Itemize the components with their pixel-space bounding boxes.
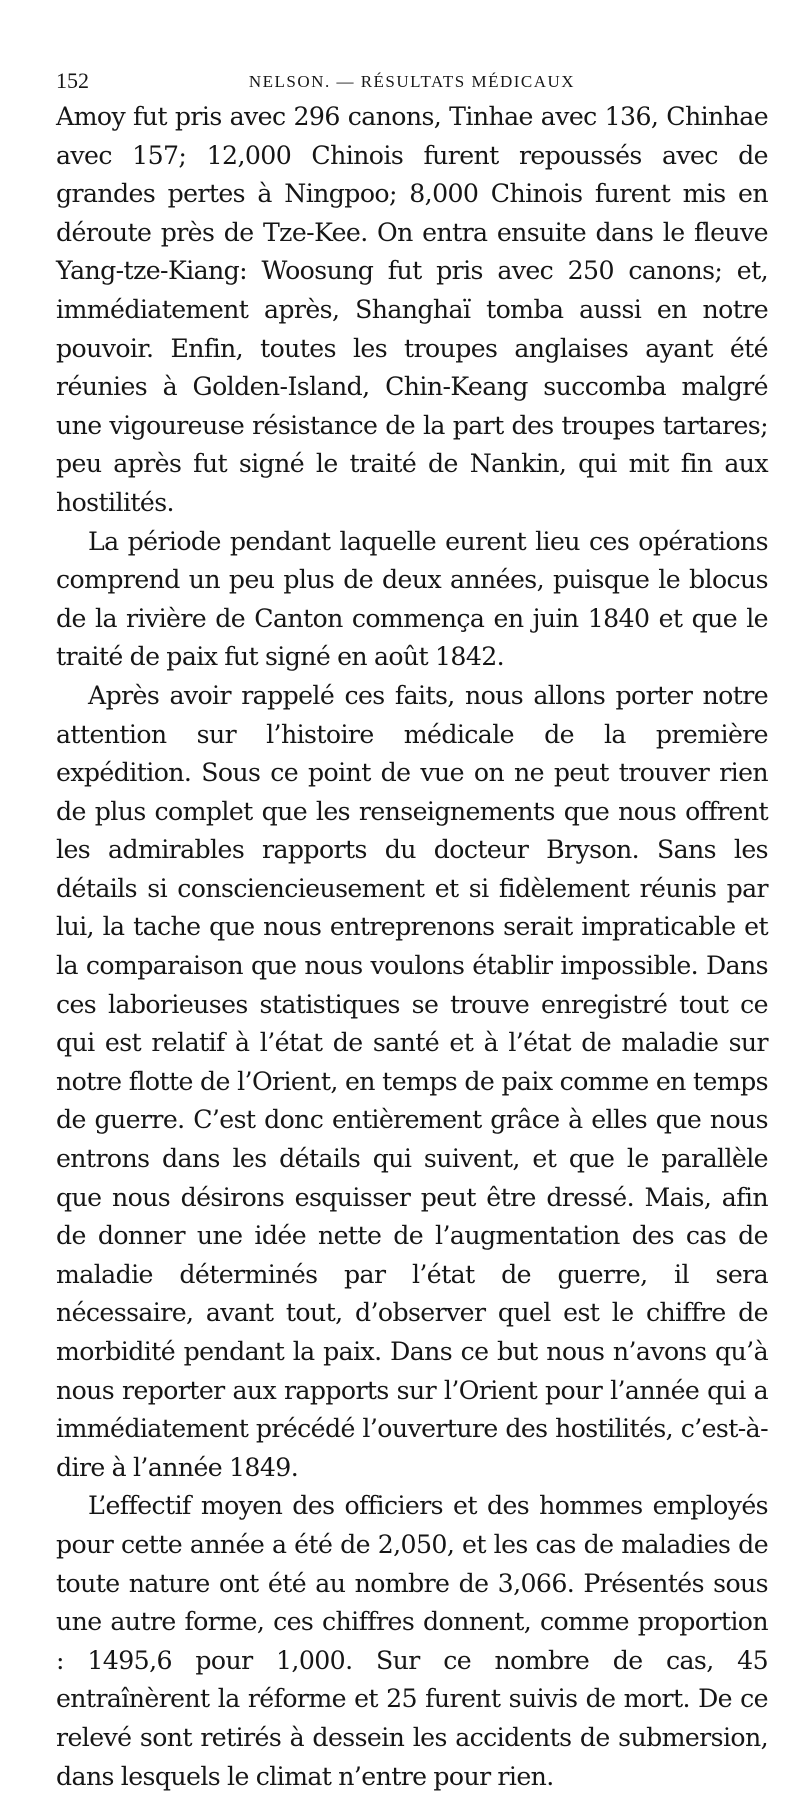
book-page [56,58,768,1796]
paragraph-medical-history: Après avoir rappelé ces faits, nous allons porter notre attention sur l’histoire médicale de la première expédition. Sous ce point de vue on ne peut trouver rien de plus complet que les renseignements que nous offrent les admirables rapports du docteur Bryson. Sans les détails si consciencieusement et si fidèlement réunis par lui, la tache que nous entreprenons serait impraticable et la comparaison que nous voulons établir impossible. Dans ces laborieuses statistiques se trouve enregistré tout ce qui est relatif à l’état de santé et à l’état de maladie sur notre flotte de l’Orient, en temps de paix comme en temps de guerre. C’est donc entièrement grâce à elles que nous entrons dans les détails qui suivent, et que le parallèle que nous désirons esquisser peut être dressé. Mais, afin de donner une idée nette de l’augmentation des cas de maladie déterminés par l’état de guerre, il sera nécessaire, avant tout, d’observer quel est le chiffre de morbidité pendant la paix. Dans ce but nous n’avons qu’à nous reporter aux rapports sur l’Orient pour l’année qui a immédiatement précédé l’ouverture des hostilités, c’est-à-dire à l’année 1849. [56,680,768,1482]
paragraph-continuation: Amoy fut pris avec 296 canons, Tinhae avec 136, Chinhae avec 157; 12,000 Chinois furent repoussés avec de grandes pertes à Ningpoo; 8,000 Chinois furent mis en déroute près de Tze-Kee. On entra ensuite dans le fleuve Yang-tze-Kiang: Woosung fut pris avec 250 canons; et, immédiatement après, Shanghaï tomba aussi en notre pouvoir. Enfin, toutes les troupes anglaises ayant été réunies à Golden-Island, Chin-Keang succomba malgré une vigoureuse résistance de la part des troupes tartares; peu après fut signé le traité de Nankin, qui mit fin aux hostilités. [56,102,768,517]
running-title: NELSON. — RÉSULTATS MÉDICAUX [248,72,576,91]
paragraph-period: La période pendant laquelle eurent lieu ces opérations comprend un peu plus de deux années, puisque le blocus de la rivière de Canton commença en juin 1840 et que le traité de paix fut signé en août 1842. [56,526,768,672]
page-number: 152 [56,68,89,93]
running-header [56,58,768,98]
paragraph-effectif: L’effectif moyen des officiers et des hommes employés pour cette année a été de 2,050, et les cas de maladies de toute nature ont été au nombre de 3,066. Présentés sous une autre forme, ces chiffres donnent, comme proportion : 1495,6 pour 1,000. Sur ce nombre de cas, 45 entraînèrent la réforme et 25 furent suivis de mort. De ce relevé sont retirés à dessein les accidents de submersion, dans lesquels le climat n’entre pour rien. [56,1491,768,1791]
